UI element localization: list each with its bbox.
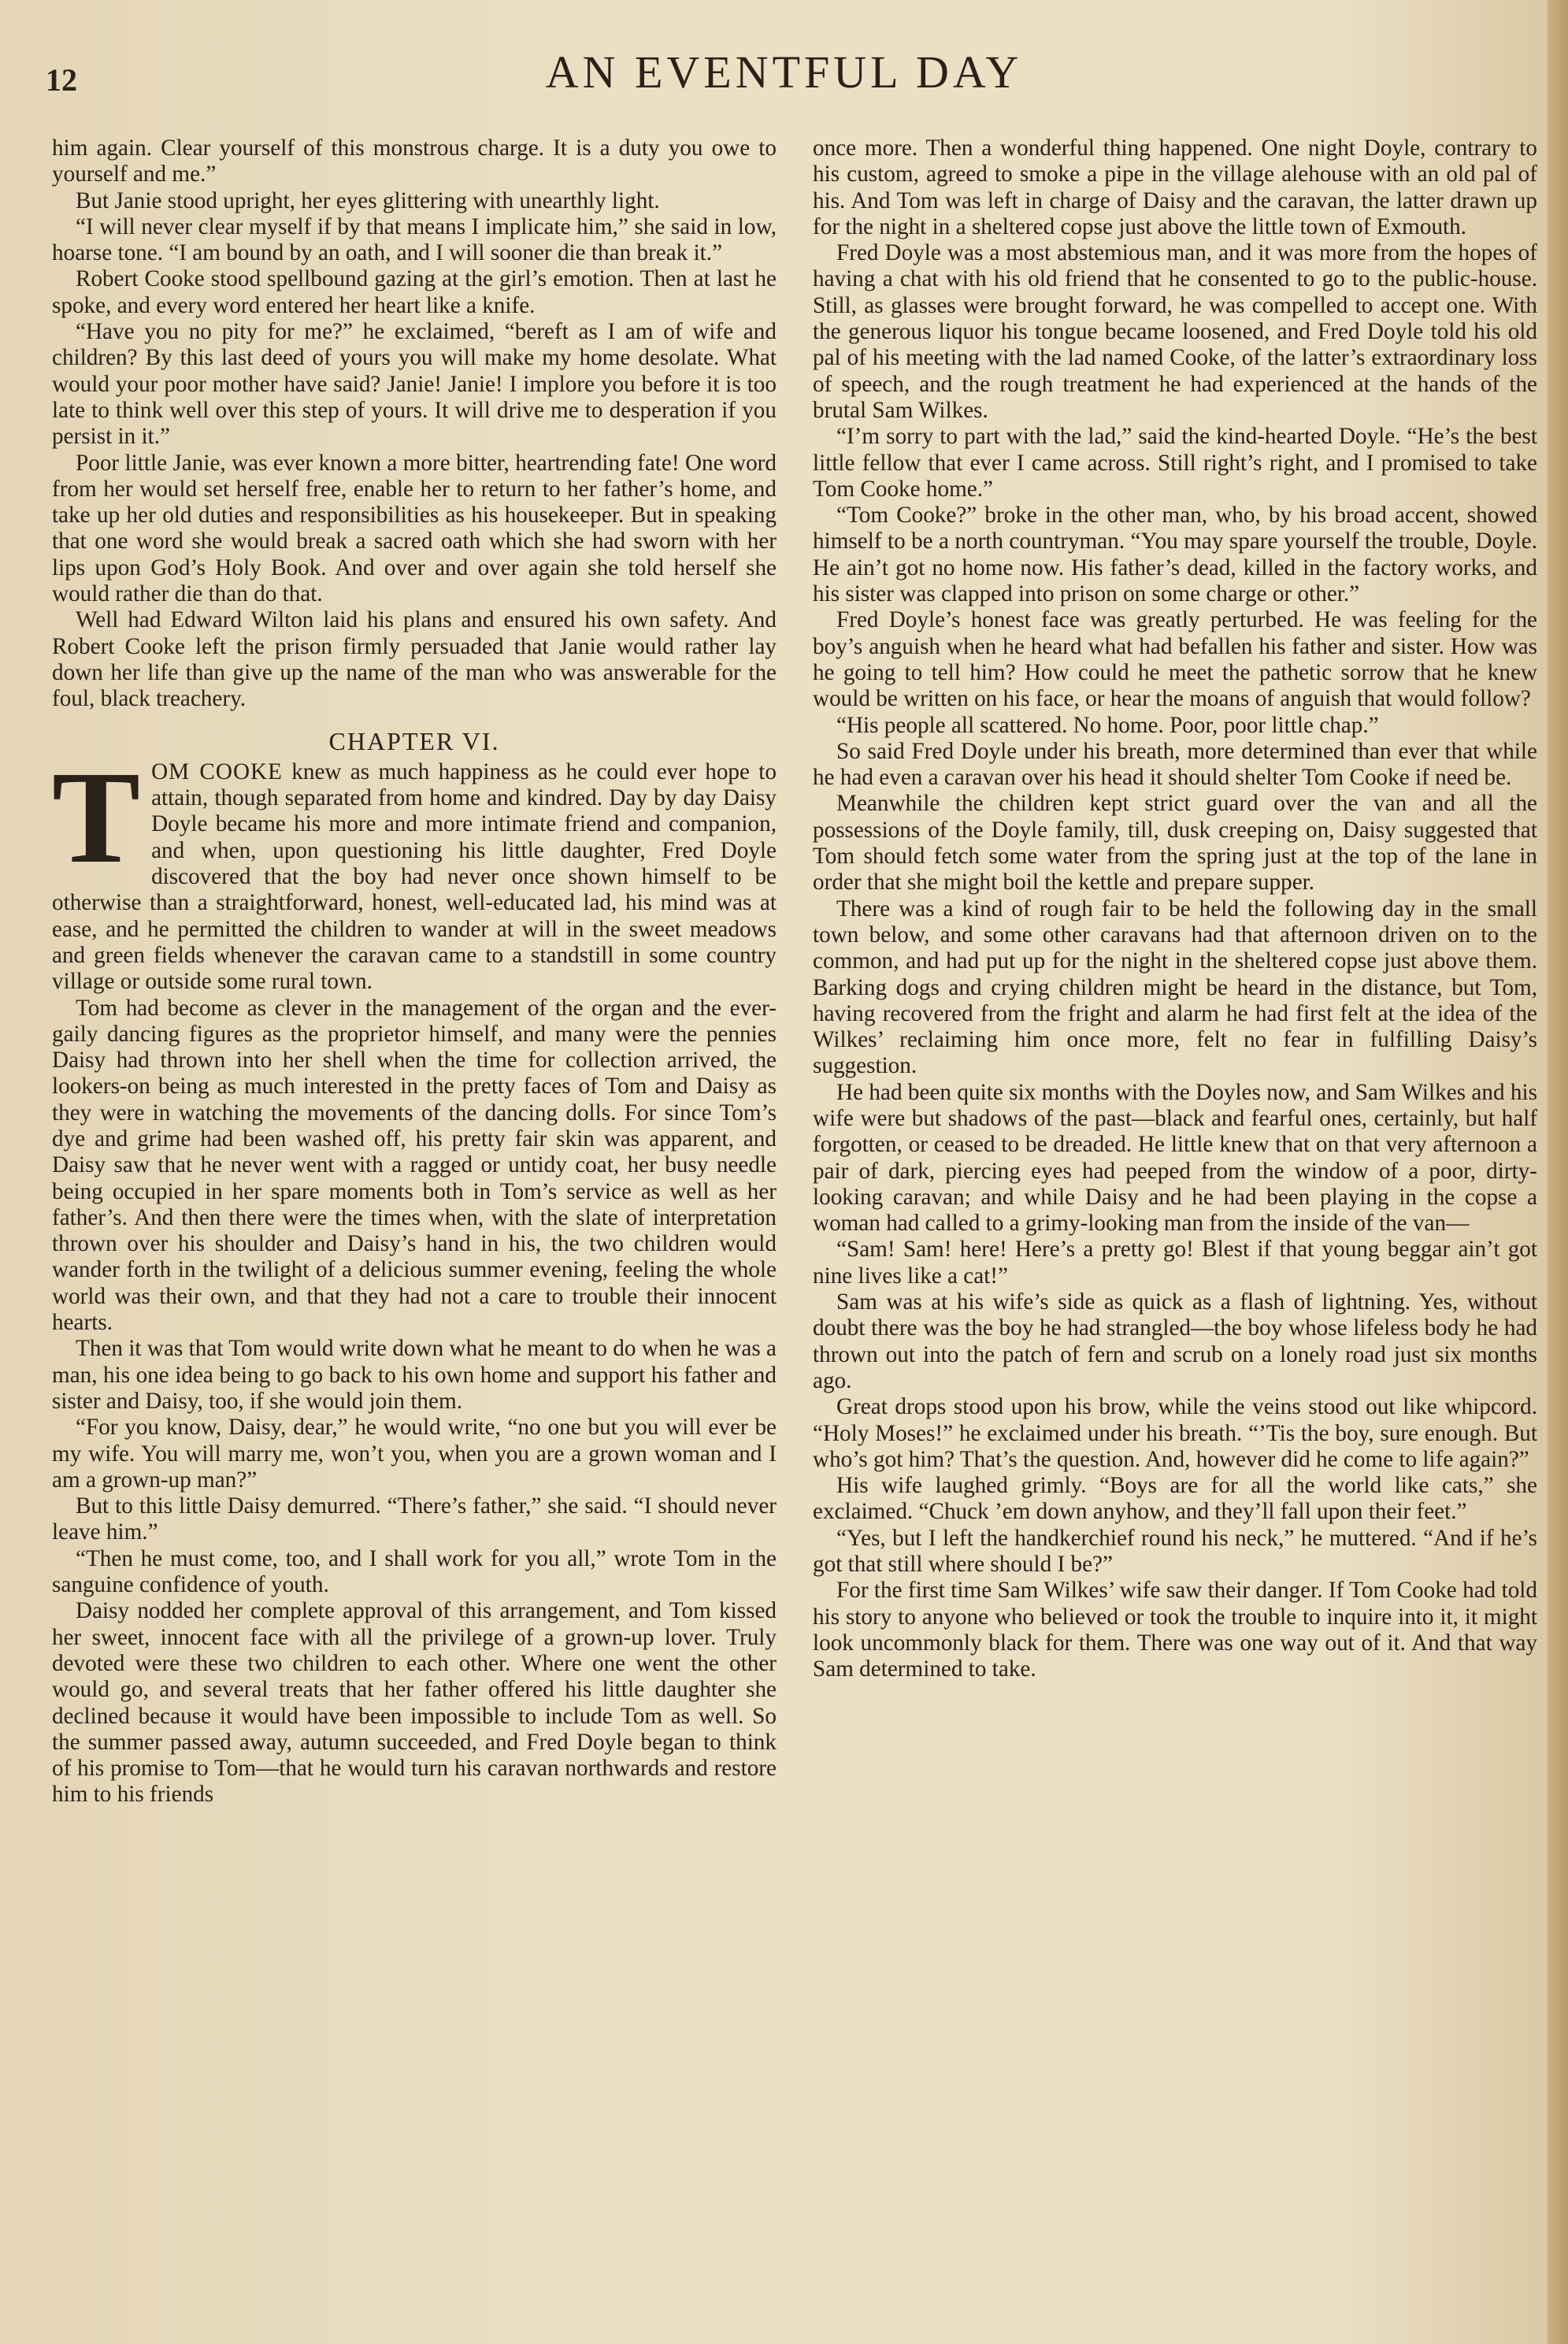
paragraph: “For you know, Daisy, dear,” he would write, “no one but you will ever be my wife. You will marry me, won’t you, when you are a grown woman and I am a grown-up man?” [52, 1415, 777, 1493]
paragraph: Fred Doyle was a most abstemious man, and it was more from the hopes of having a chat with his old friend that he consented to go to the public-house. Still, as glasses were brought forward, he was compelled to accept one. With the generous liquor his tongue became loosened, and Fred Doyle told his old pal of his meeting with the lad named Cooke, of the latter’s extraordinary loss of speech, and the rough treatment he had experienced at the hands of the brutal Sam Wilkes. [813, 240, 1537, 423]
left-column [52, 135, 777, 2325]
paragraph: “I will never clear myself if by that means I implicate him,” she said in low, hoarse tone. “I am bound by an oath, and I will sooner die than break it.” [52, 213, 777, 266]
paragraph: “Sam! Sam! here! Here’s a pretty go! Blest if that young beggar ain’t got nine lives like a cat!” [813, 1237, 1537, 1289]
page-edge [1548, 0, 1568, 2344]
paragraph: Poor little Janie, was ever known a more bitter, heartrending fate! One word from her would set herself free, enable her to return to her father’s home, and take up her old duties and responsibilities as his housekeeper. But in speaking that one word she would break a sacred oath which she had sworn with her lips upon God’s Holy Book. And over and over again she told herself she would rather die than do that. [52, 450, 777, 607]
chapter-opening-paragraph [52, 744, 777, 996]
paragraph: “Then he must come, too, and I shall work for you all,” wrote Tom in the sanguine confidence of youth. [52, 1545, 777, 1598]
paragraph: Robert Cooke stood spellbound gazing at the girl’s emotion. Then at last he spoke, and every word entered her heart like a knife. [52, 266, 777, 318]
paragraph: “Have you no pity for me?” he exclaimed, “bereft as I am of wife and children? By this last deed of yours you will make my home desolate. What would your poor mother have said? Janie! Janie! I implore you before it is too late to think well over this step of yours. It will drive me to desperation if you persist in it.” [52, 319, 777, 450]
paragraph: There was a kind of rough fair to be held the following day in the small town below, and some other caravans had that afternoon driven on to the common, and had put up for the night in the sheltered copse just above them. Barking dogs and crying children might be heard in the distance, but Tom, having recovered from the fright and alarm he had first felt at the idea of the Wilkes’ reclaiming him once more, felt no fear in fulfilling Daisy’s suggestion. [813, 896, 1537, 1079]
paragraph: But Janie stood upright, her eyes glittering with unearthly light. [76, 187, 660, 213]
opening-text: knew as much happiness as he could ever hope to attain, though separated from home and kindred. Day by day Daisy Doyle became his more and more intimate friend and companion, and when, upon questioning his little daughter, Fred Doyle discovered that the boy had never once shown himself to be otherwise than a straightforward, honest, well-educated lad, his mind was at ease, and he permitted the children to wander at will in the sweet meadows and green fields whenever the caravan came to a standstill in some country village or outside some rural town. [52, 758, 777, 995]
drop-cap: T [52, 744, 141, 891]
paragraph: He had been quite six months with the Doyles now, and Sam Wilkes and his wife were but shadows of the past—black and fearful ones, certainly, but half forgotten, or ceased to be dreaded. He little knew that on that very afternoon a pair of dark, piercing eyes had peeped from the window of a poor, dirty-looking caravan; and while Daisy and he had been playing in the copse a woman had called to a grimy-looking man from the inside of the van— [813, 1079, 1537, 1237]
paragraph: once more. Then a wonderful thing happened. One night Doyle, contrary to his custom, agreed to smoke a pipe in the village alehouse with an old pal of his. And Tom was left in charge of Daisy and the caravan, the latter drawn up for the night in a sheltered copse just above the little town of Exmouth. [813, 135, 1537, 239]
paragraph: “Tom Cooke?” broke in the other man, who, by his broad accent, showed himself to be a north countryman. “You may spare yourself the trouble, Doyle. He ain’t got no home now. His father’s dead, killed in the factory works, and his sister was clapped into prison on some charge or other.” [813, 503, 1537, 607]
paragraph: “His people all scattered. No home. Poor, poor little chap.” [836, 712, 1379, 738]
right-column [813, 135, 1537, 2325]
paragraph: So said Fred Doyle under his breath, more determined than ever that while he had even a caravan over his head it should shelter Tom Cooke if need be. [813, 738, 1537, 791]
running-head: AN EVENTFUL DAY [545, 46, 1023, 98]
paragraph: Sam was at his wife’s side as quick as a flash of lightning. Yes, without doubt there was the boy he had strangled—the boy whose lifeless body he had thrown out into the patch of fern and scrub on a lonely road just six months ago. [813, 1289, 1537, 1393]
opening-small-caps: OM COOKE [151, 758, 283, 784]
paragraph: Meanwhile the children kept strict guard over the van and all the possessions of the Doyle family, till, dusk creeping on, Daisy suggested that Tom should fetch some water from the spring just at the top of the lane in order that she might boil the kettle and prepare supper. [813, 791, 1537, 896]
paragraph: Then it was that Tom would write down what he meant to do when he was a man, his one idea being to go back to his own home and support his father and sister and Daisy, too, if she would join them. [52, 1336, 777, 1414]
paragraph: His wife laughed grimly. “Boys are for all the world like cats,” she exclaimed. “Chuck ’em down anyhow, and they’ll fall upon their feet.” [813, 1473, 1537, 1525]
paragraph: Daisy nodded her complete approval of this arrangement, and Tom kissed her sweet, innocent face with all the privilege of a grown-up lover. Truly devoted were these two children to each other. Where one went the other would go, and several treats that her father offered his little daughter she declined because it would have been impossible to include Tom as well. So the summer passed away, autumn succeeded, and Fred Doyle began to think of his promise to Tom—that he would turn his caravan northwards and restore him to his friends [52, 1598, 777, 1808]
paragraph: “Yes, but I left the handkerchief round his neck,” he muttered. “And if he’s got that still where should I be?” [813, 1525, 1537, 1578]
paragraph: For the first time Sam Wilkes’ wife saw their danger. If Tom Cooke had told his story to anyone who believed or took the trouble to inquire into it, it might look uncommonly black for them. There was one way out of it. And that way Sam determined to take. [813, 1578, 1537, 1682]
paragraph: him again. Clear yourself of this monstrous charge. It is a duty you owe to yourself and me.” [52, 135, 777, 187]
paragraph: Fred Doyle’s honest face was greatly perturbed. He was feeling for the boy’s anguish when he heard what had befallen his father and sister. How was he going to tell him? How could he meet the pathetic sorrow that he knew would be written on his face, or hear the moans of anguish that would follow? [813, 607, 1537, 712]
page-number: 12 [46, 62, 77, 98]
paragraph: But to this little Daisy demurred. “There’s father,” she said. “I should never leave him.” [52, 1493, 777, 1545]
paragraph: Well had Edward Wilton laid his plans and ensured his own safety. And Robert Cooke left the prison firmly persuaded that Janie would rather lay down her life than give up the name of the man who was answerable for the foul, black treachery. [52, 607, 777, 712]
paragraph: “I’m sorry to part with the lad,” said the kind-hearted Doyle. “He’s the best little fellow that ever I came across. Still right’s right, and I promised to take Tom Cooke home.” [813, 424, 1537, 502]
paragraph: Tom had become as clever in the management of the organ and the ever-gaily dancing figures as the proprietor himself, and many were the pennies Daisy had thrown into her shell when the time for collection arrived, the lookers-on being as much interested in the pretty faces of Tom and Daisy as they were in watching the movements of the dancing dolls. For since Tom’s dye and grime had been washed off, his pretty fair skin was apparent, and Daisy saw that he never went with a ragged or untidy coat, her busy needle being occupied in her spare moments both in Tom’s service as well as her father’s. And then there were the times when, with the slate of interpretation thrown over his shoulder and Daisy’s hand in his, the two children would wander forth in the twilight of a delicious summer evening, feeling the whole world was their own, and that they had not a care to trouble their innocent hearts. [52, 995, 777, 1336]
chapter-title: CHAPTER VI. [328, 726, 500, 755]
paragraph: Great drops stood upon his brow, while the veins stood out like whipcord. “Holy Moses!” he exclaimed under his breath. “’Tis the boy, sure enough. But who’s got him? That’s the question. And, however did he come to life again?” [813, 1394, 1537, 1472]
